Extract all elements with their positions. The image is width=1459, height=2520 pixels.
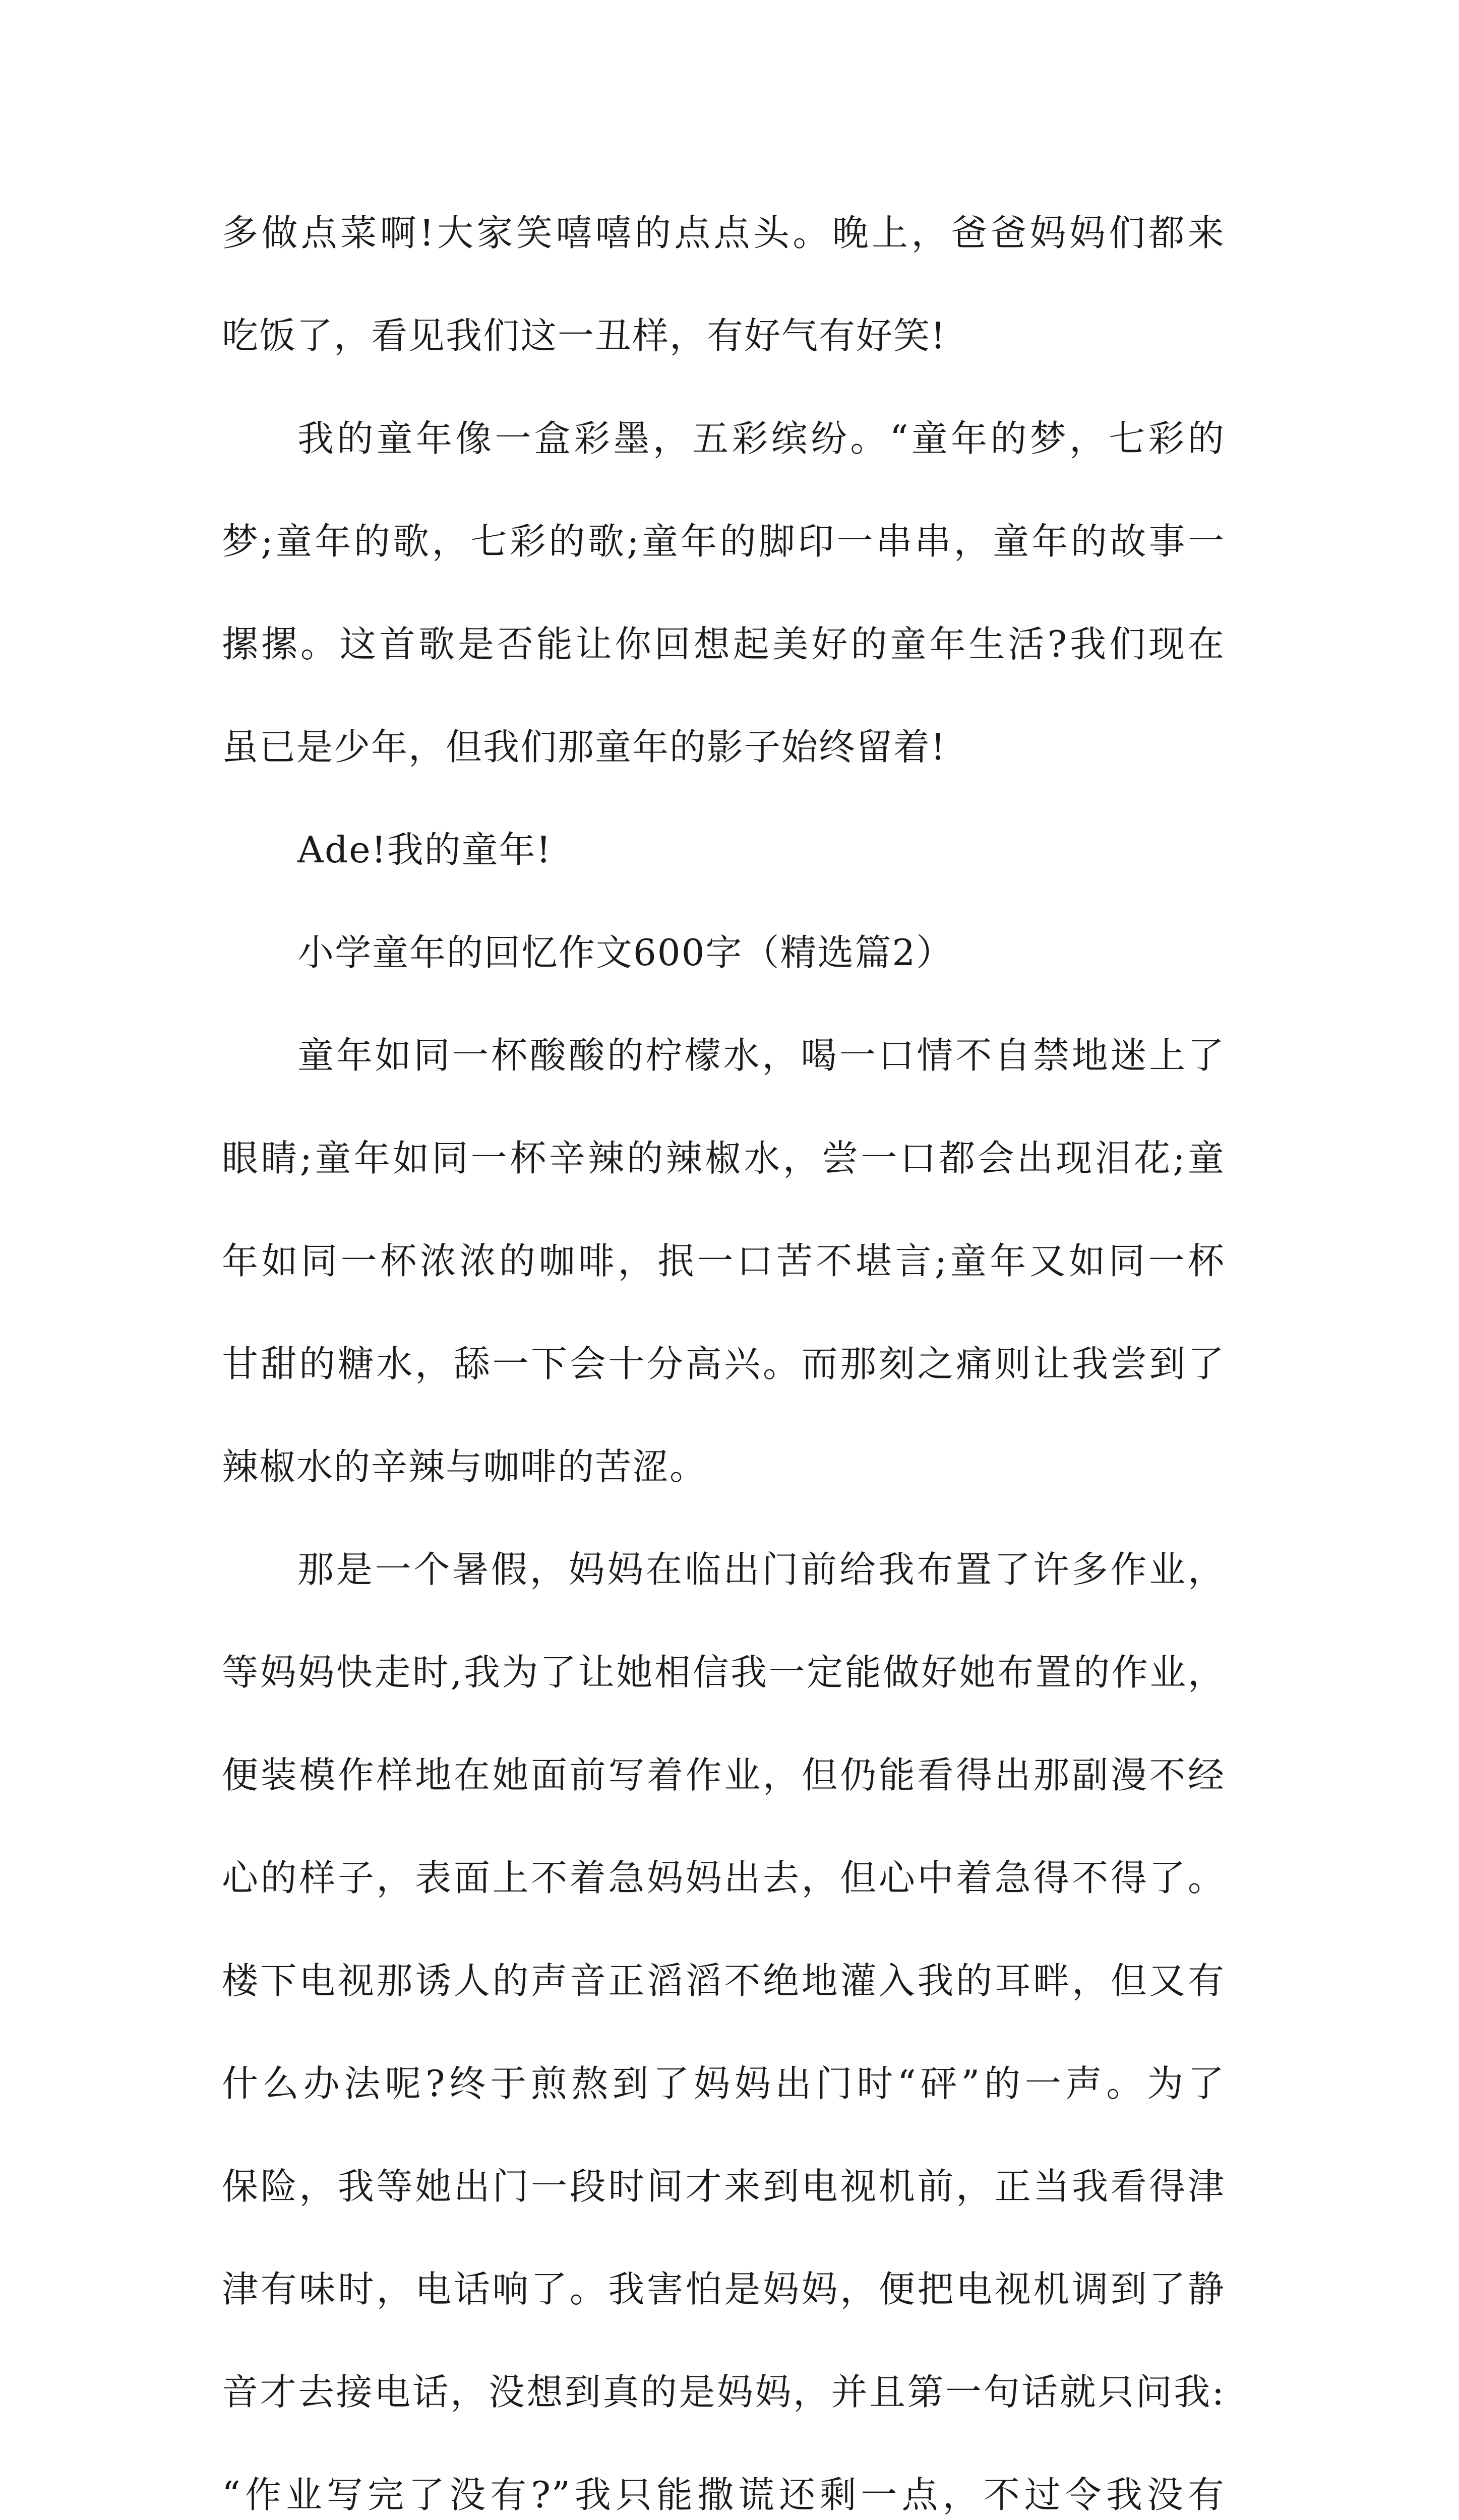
body-text <box>222 181 1225 2520</box>
text-line: 音才去接电话，没想到真的是妈妈，并且第一句话就只问我: <box>222 2371 1225 2413</box>
text-line: 梦;童年的歌，七彩的歌;童年的脚印一串串，童年的故事一 <box>222 520 1225 562</box>
text-line: 年如同一杯浓浓的咖啡，抿一口苦不堪言;童年又如同一杯 <box>222 1240 1225 1282</box>
text-line: 小学童年的回忆作文600字（精选篇2） <box>297 931 954 974</box>
text-line: 多做点菜啊!大家笑嘻嘻的点点头。晚上，爸爸妈妈们都来 <box>222 212 1225 254</box>
text-line: 什么办法呢?终于煎熬到了妈妈出门时“砰”的一声。为了 <box>222 2062 1225 2105</box>
text-line: 那是一个暑假，妈妈在临出门前给我布置了许多作业， <box>297 1548 1225 1591</box>
text-line: 甘甜的糖水，舔一下会十分高兴。而那刻之痛则让我尝到了 <box>222 1343 1225 1385</box>
text-line: 等妈妈快走时,我为了让她相信我一定能做好她布置的作业， <box>222 1651 1225 1693</box>
text-line: Ade!我的童年! <box>297 829 552 871</box>
text-line: 吃饭了，看见我们这一丑样，有好气有好笑! <box>222 314 946 357</box>
text-line: 虽已是少年，但我们那童年的影子始终留着! <box>222 726 946 768</box>
text-line: 辣椒水的辛辣与咖啡的苦涩。 <box>222 1445 707 1488</box>
text-line: 摞摞。这首歌是否能让你回想起美好的童年生活?我们现在 <box>222 623 1225 665</box>
text-line: 童年如同一杯酸酸的柠檬水，喝一口情不自禁地迷上了 <box>297 1034 1225 1077</box>
text-line: 心的样子，表面上不着急妈妈出去，但心中着急得不得了。 <box>222 1857 1225 1899</box>
text-line: 保险，我等她出门一段时间才来到电视机前，正当我看得津 <box>222 2165 1225 2208</box>
text-line: “作业写完了没有?”我只能撒谎还剩一点，不过令我没有 <box>222 2474 1225 2516</box>
text-line: 楼下电视那诱人的声音正滔滔不绝地灌入我的耳畔，但又有 <box>222 1960 1225 2002</box>
text-line: 津有味时，电话响了。我害怕是妈妈，便把电视机调到了静 <box>222 2268 1225 2310</box>
text-line: 我的童年像一盒彩墨，五彩缤纷。“童年的梦，七彩的 <box>297 417 1225 460</box>
text-line: 眼睛;童年如同一杯辛辣的辣椒水，尝一口都会出现泪花;童 <box>222 1137 1225 1179</box>
text-line: 便装模作样地在她面前写着作业，但仍能看得出那副漫不经 <box>222 1754 1225 1796</box>
